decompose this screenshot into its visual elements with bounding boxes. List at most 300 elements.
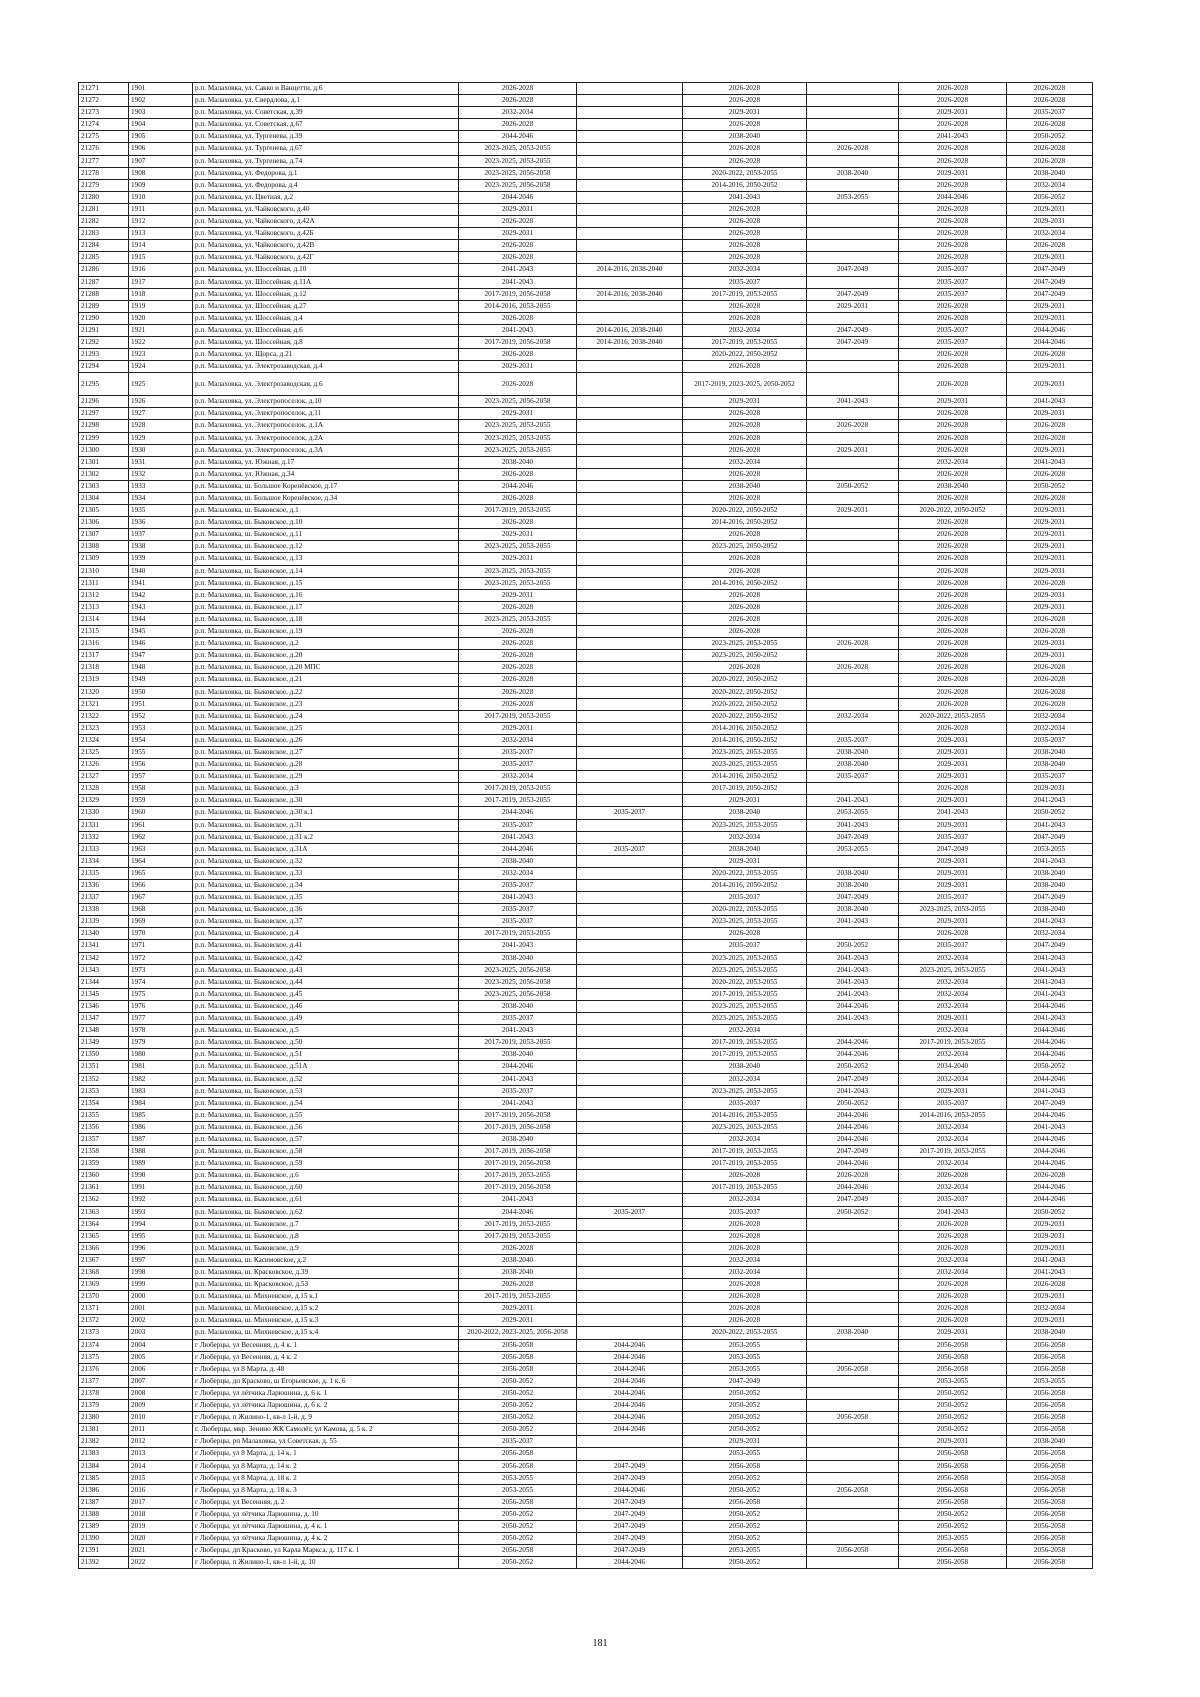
address-cell: р.п. Малаховка, ш. Быковское, д.6 [193, 1170, 459, 1182]
row-number: 21310 [79, 565, 129, 577]
period-cell-4: 2047-2049 [807, 288, 899, 300]
period-cell-6: 2041-2043 [1007, 1085, 1093, 1097]
period-cell-3: 2032-2034 [683, 264, 807, 276]
period-cell-5: 2038-2040 [899, 480, 1007, 492]
period-cell-6: 2035-2037 [1007, 771, 1093, 783]
period-cell-4: 2038-2040 [807, 746, 899, 758]
period-cell-2 [577, 191, 683, 203]
period-cell-2 [577, 361, 683, 373]
period-cell-5: 2032-2034 [899, 1267, 1007, 1279]
address-cell: р.п. Малаховка, ш. Красковское, д.39 [193, 1267, 459, 1279]
period-cell-1: 2029-2031 [459, 203, 577, 215]
period-cell-3: 2017-2019, 2053-2055 [683, 1037, 807, 1049]
period-cell-6: 2041-2043 [1007, 819, 1093, 831]
period-cell-2 [577, 867, 683, 879]
address-cell: р.п. Малаховка, ш. Красковское, д.53 [193, 1279, 459, 1291]
row-number: 21383 [79, 1448, 129, 1460]
building-id: 1950 [129, 686, 193, 698]
period-cell-6: 2056-2052 [1007, 191, 1093, 203]
period-cell-6: 2041-2043 [1007, 1267, 1093, 1279]
period-cell-6: 2038-2040 [1007, 167, 1093, 179]
period-cell-6: 2029-2031 [1007, 783, 1093, 795]
period-cell-6: 2029-2031 [1007, 408, 1093, 420]
period-cell-1: 2035-2037 [459, 746, 577, 758]
period-cell-2 [577, 964, 683, 976]
period-cell-5: 2035-2037 [899, 264, 1007, 276]
period-cell-6: 2026-2028 [1007, 240, 1093, 252]
period-cell-6: 2032-2034 [1007, 722, 1093, 734]
building-id: 1936 [129, 517, 193, 529]
period-cell-1: 2038-2040 [459, 456, 577, 468]
period-cell-6: 2050-2052 [1007, 1061, 1093, 1073]
period-cell-5: 2032-2034 [899, 988, 1007, 1000]
row-number: 21349 [79, 1037, 129, 1049]
period-cell-6: 2026-2028 [1007, 119, 1093, 131]
period-cell-5: 2026-2028 [899, 361, 1007, 373]
period-cell-6: 2044-2046 [1007, 1158, 1093, 1170]
building-id: 1927 [129, 408, 193, 420]
period-cell-6: 2047-2049 [1007, 940, 1093, 952]
period-cell-4 [807, 468, 899, 480]
period-cell-4: 2026-2028 [807, 662, 899, 674]
period-cell-6: 2044-2046 [1007, 1182, 1093, 1194]
period-cell-6: 2029-2031 [1007, 650, 1093, 662]
row-number: 21297 [79, 408, 129, 420]
period-cell-4: 2029-2031 [807, 444, 899, 456]
row-number: 21390 [79, 1533, 129, 1545]
period-cell-2 [577, 1267, 683, 1279]
period-cell-1: 2026-2028 [459, 1279, 577, 1291]
period-cell-5: 2029-2031 [899, 771, 1007, 783]
row-number: 21324 [79, 734, 129, 746]
building-id: 1972 [129, 952, 193, 964]
period-cell-2 [577, 795, 683, 807]
period-cell-4 [807, 252, 899, 264]
building-id: 2020 [129, 1533, 193, 1545]
table-row [79, 577, 1093, 589]
table-row [79, 1412, 1093, 1424]
period-cell-4: 2035-2037 [807, 771, 899, 783]
address-cell: р.п. Малаховка, ш. Быковское, д.35 [193, 892, 459, 904]
address-cell: р.п. Малаховка, ш. Быковское, д.9 [193, 1242, 459, 1254]
period-cell-4: 2047-2049 [807, 1073, 899, 1085]
period-cell-4 [807, 1291, 899, 1303]
period-cell-1: 2053-2055 [459, 1472, 577, 1484]
period-cell-3: 2029-2031 [683, 795, 807, 807]
period-cell-5: 2029-2031 [899, 1085, 1007, 1097]
period-cell-6: 2026-2028 [1007, 349, 1093, 361]
row-number: 21308 [79, 541, 129, 553]
building-id: 2004 [129, 1339, 193, 1351]
row-number: 21283 [79, 228, 129, 240]
period-cell-4 [807, 1339, 899, 1351]
period-cell-6: 2056-2058 [1007, 1484, 1093, 1496]
building-id: 1906 [129, 143, 193, 155]
period-cell-4 [807, 650, 899, 662]
table-row [79, 964, 1093, 976]
period-cell-2 [577, 95, 683, 107]
period-cell-2: 2047-2049 [577, 1520, 683, 1532]
period-cell-2 [577, 1013, 683, 1025]
period-cell-4 [807, 155, 899, 167]
period-cell-2 [577, 143, 683, 155]
period-cell-4 [807, 674, 899, 686]
address-cell: р.п. Малаховка, ул. Свердлова, д.1 [193, 95, 459, 107]
period-cell-4 [807, 686, 899, 698]
building-id: 1947 [129, 650, 193, 662]
building-id: 2018 [129, 1508, 193, 1520]
period-cell-2 [577, 493, 683, 505]
period-cell-3: 2023-2025, 2050-2052 [683, 650, 807, 662]
table-row [79, 1484, 1093, 1496]
period-cell-5: 2026-2028 [899, 349, 1007, 361]
period-cell-6: 2032-2034 [1007, 928, 1093, 940]
row-number: 21354 [79, 1097, 129, 1109]
period-cell-4: 2026-2028 [807, 143, 899, 155]
period-cell-3: 2017-2019, 2053-2055 [683, 1182, 807, 1194]
period-cell-4 [807, 698, 899, 710]
address-cell: р.п. Малаховка, ш. Быковское, д.31 к.2 [193, 831, 459, 843]
period-cell-1: 2017-2019, 2053-2055 [459, 1218, 577, 1230]
period-cell-4: 2038-2040 [807, 904, 899, 916]
period-cell-5: 2056-2058 [899, 1363, 1007, 1375]
table-row [79, 892, 1093, 904]
period-cell-2 [577, 1121, 683, 1133]
table-row [79, 1013, 1093, 1025]
period-cell-3: 2026-2028 [683, 143, 807, 155]
table-row [79, 300, 1093, 312]
period-cell-1: 2029-2031 [459, 408, 577, 420]
period-cell-3: 2026-2028 [683, 601, 807, 613]
period-cell-2: 2044-2046 [577, 1400, 683, 1412]
address-cell: г Люберцы, ул лётчика Ларюшина, д. 6 к. 2 [193, 1400, 459, 1412]
period-cell-1: 2056-2058 [459, 1496, 577, 1508]
period-cell-4 [807, 565, 899, 577]
building-id: 1935 [129, 505, 193, 517]
period-cell-1: 2035-2037 [459, 904, 577, 916]
period-cell-1: 2041-2043 [459, 1194, 577, 1206]
row-number: 21290 [79, 312, 129, 324]
table-row [79, 373, 1093, 396]
period-cell-6: 2038-2040 [1007, 1436, 1093, 1448]
address-cell: г Люберцы, ул лётчика Ларюшина, д. 4 к. 1 [193, 1520, 459, 1532]
period-cell-5: 2026-2028 [899, 517, 1007, 529]
period-cell-5: 2017-2019, 2053-2055 [899, 1037, 1007, 1049]
period-cell-1: 2050-2052 [459, 1533, 577, 1545]
period-cell-5: 2041-2043 [899, 1206, 1007, 1218]
building-id: 2007 [129, 1375, 193, 1387]
period-cell-4 [807, 432, 899, 444]
period-cell-4 [807, 361, 899, 373]
period-cell-3: 2032-2034 [683, 1194, 807, 1206]
building-id: 1902 [129, 95, 193, 107]
address-cell: р.п. Малаховка, ш. Быковское, д.17 [193, 601, 459, 613]
period-cell-3: 2026-2028 [683, 361, 807, 373]
period-cell-4: 2038-2040 [807, 867, 899, 879]
period-cell-4: 2032-2034 [807, 710, 899, 722]
table-row [79, 1254, 1093, 1266]
period-cell-3: 2038-2040 [683, 807, 807, 819]
address-cell: р.п. Малаховка, ш. Быковское, д.4 [193, 928, 459, 940]
period-cell-5: 2026-2028 [899, 216, 1007, 228]
building-id: 1999 [129, 1279, 193, 1291]
period-cell-3: 2026-2028 [683, 626, 807, 638]
period-cell-3: 2020-2022, 2053-2055 [683, 1327, 807, 1339]
row-number: 21287 [79, 276, 129, 288]
period-cell-4: 2038-2040 [807, 167, 899, 179]
period-cell-5: 2053-2055 [899, 1533, 1007, 1545]
period-cell-4 [807, 456, 899, 468]
period-cell-4: 2050-2052 [807, 940, 899, 952]
address-cell: р.п. Малаховка, ш. Быковское, д.22 [193, 686, 459, 698]
period-cell-1: 2044-2046 [459, 843, 577, 855]
period-cell-2 [577, 988, 683, 1000]
address-cell: р.п. Малаховка, ш. Быковское, д.10 [193, 517, 459, 529]
address-cell: р.п. Малаховка, ш. Быковское, д.41 [193, 940, 459, 952]
table-row [79, 1400, 1093, 1412]
period-cell-3: 2050-2052 [683, 1387, 807, 1399]
period-cell-1: 2017-2019, 2056-2058 [459, 1146, 577, 1158]
table-row [79, 119, 1093, 131]
building-id: 1994 [129, 1218, 193, 1230]
building-id: 1945 [129, 626, 193, 638]
period-cell-4: 2047-2049 [807, 324, 899, 336]
row-number: 21304 [79, 493, 129, 505]
period-cell-1: 2023-2025, 2053-2055 [459, 541, 577, 553]
address-cell: р.п. Малаховка, ул. Чайковского, д.42А [193, 216, 459, 228]
table-row [79, 1520, 1093, 1532]
period-cell-1: 2023-2025, 2056-2058 [459, 179, 577, 191]
period-cell-5: 2032-2034 [899, 1121, 1007, 1133]
period-cell-3: 2041-2043 [683, 191, 807, 203]
table-row [79, 191, 1093, 203]
period-cell-5: 2026-2028 [899, 674, 1007, 686]
row-number: 21388 [79, 1508, 129, 1520]
period-cell-5: 2029-2031 [899, 1436, 1007, 1448]
period-cell-1: 2017-2019, 2053-2055 [459, 1170, 577, 1182]
period-cell-2: 2047-2049 [577, 1496, 683, 1508]
period-cell-5: 2026-2028 [899, 155, 1007, 167]
table-row [79, 662, 1093, 674]
period-cell-2 [577, 228, 683, 240]
period-cell-3: 2026-2028 [683, 553, 807, 565]
period-cell-4: 2047-2049 [807, 892, 899, 904]
period-cell-5: 2026-2028 [899, 432, 1007, 444]
building-id: 1919 [129, 300, 193, 312]
row-number: 21314 [79, 613, 129, 625]
table-row [79, 1327, 1093, 1339]
period-cell-1: 2026-2028 [459, 638, 577, 650]
period-cell-5: 2026-2028 [899, 553, 1007, 565]
period-cell-4 [807, 1557, 899, 1569]
address-cell: р.п. Малаховка, ш. Быковское, д.44 [193, 976, 459, 988]
period-cell-3: 2026-2028 [683, 565, 807, 577]
period-cell-2: 2044-2046 [577, 1375, 683, 1387]
address-cell: р.п. Малаховка, ш. Быковское, д.12 [193, 541, 459, 553]
address-cell: р.п. Малаховка, ул. Тургенева, д.74 [193, 155, 459, 167]
table-row [79, 734, 1093, 746]
period-cell-5: 2020-2022, 2050-2052 [899, 505, 1007, 517]
period-cell-4: 2047-2049 [807, 336, 899, 348]
building-id: 1925 [129, 373, 193, 396]
row-number: 21321 [79, 698, 129, 710]
period-cell-2 [577, 456, 683, 468]
period-cell-4: 2041-2043 [807, 976, 899, 988]
address-cell: р.п. Малаховка, ш. Быковское, д.27 [193, 746, 459, 758]
building-id: 1965 [129, 867, 193, 879]
building-id: 1915 [129, 252, 193, 264]
period-cell-3: 2053-2055 [683, 1545, 807, 1557]
period-cell-5: 2026-2028 [899, 83, 1007, 95]
table-row [79, 1496, 1093, 1508]
period-cell-4 [807, 1448, 899, 1460]
row-number: 21294 [79, 361, 129, 373]
row-number: 21377 [79, 1375, 129, 1387]
address-cell: г. Люберцы, мкр. Зенино ЖК Самолёт, ул Камова, д. 5 к. 2 [193, 1424, 459, 1436]
period-cell-1: 2029-2031 [459, 1303, 577, 1315]
period-cell-6: 2035-2037 [1007, 107, 1093, 119]
address-cell: р.п. Малаховка, ш. Быковское, д.25 [193, 722, 459, 734]
table-row [79, 771, 1093, 783]
building-id: 2010 [129, 1412, 193, 1424]
row-number: 21340 [79, 928, 129, 940]
period-cell-3: 2038-2040 [683, 131, 807, 143]
row-number: 21274 [79, 119, 129, 131]
period-cell-6: 2041-2043 [1007, 855, 1093, 867]
period-cell-2: 2044-2046 [577, 1557, 683, 1569]
period-cell-3: 2023-2025, 2053-2055 [683, 1013, 807, 1025]
address-cell: р.п. Малаховка, ш. Быковское, д.3 [193, 783, 459, 795]
register-sheet [78, 82, 1092, 1569]
building-id: 1979 [129, 1037, 193, 1049]
period-cell-4 [807, 1242, 899, 1254]
building-id: 1921 [129, 324, 193, 336]
period-cell-1: 2023-2025, 2053-2055 [459, 420, 577, 432]
period-cell-1: 2056-2058 [459, 1460, 577, 1472]
period-cell-5: 2026-2028 [899, 1279, 1007, 1291]
period-cell-4 [807, 240, 899, 252]
period-cell-5: 2056-2058 [899, 1496, 1007, 1508]
row-number: 21352 [79, 1073, 129, 1085]
table-row [79, 312, 1093, 324]
period-cell-1: 2029-2031 [459, 529, 577, 541]
period-cell-3: 2035-2037 [683, 276, 807, 288]
period-cell-5: 2053-2055 [899, 1375, 1007, 1387]
row-number: 21281 [79, 203, 129, 215]
period-cell-4 [807, 1387, 899, 1399]
period-cell-4: 2044-2046 [807, 1037, 899, 1049]
period-cell-4: 2044-2046 [807, 1182, 899, 1194]
period-cell-1: 2017-2019, 2056-2058 [459, 1182, 577, 1194]
table-row [79, 698, 1093, 710]
table-row [79, 1230, 1093, 1242]
table-row [79, 216, 1093, 228]
row-number: 21375 [79, 1351, 129, 1363]
row-number: 21282 [79, 216, 129, 228]
building-id: 1974 [129, 976, 193, 988]
building-id: 2009 [129, 1400, 193, 1412]
building-id: 1977 [129, 1013, 193, 1025]
period-cell-5: 2035-2037 [899, 892, 1007, 904]
period-cell-2 [577, 83, 683, 95]
address-cell: р.п. Малаховка, ул. Федорова, д.1 [193, 167, 459, 179]
period-cell-6: 2044-2046 [1007, 1025, 1093, 1037]
address-cell: р.п. Малаховка, ш. Быковское, д.36 [193, 904, 459, 916]
period-cell-4: 2050-2052 [807, 480, 899, 492]
table-row [79, 928, 1093, 940]
building-id: 1908 [129, 167, 193, 179]
building-id: 1975 [129, 988, 193, 1000]
period-cell-4 [807, 613, 899, 625]
row-number: 21284 [79, 240, 129, 252]
period-cell-6: 2047-2049 [1007, 264, 1093, 276]
period-cell-2 [577, 1000, 683, 1012]
address-cell: г Люберцы, ул 8 Марта, д. 48 [193, 1363, 459, 1375]
period-cell-5: 2050-2052 [899, 1400, 1007, 1412]
table-row [79, 1037, 1093, 1049]
period-cell-3: 2014-2016, 2053-2055 [683, 1109, 807, 1121]
period-cell-4: 2050-2052 [807, 1097, 899, 1109]
period-cell-5: 2026-2028 [899, 373, 1007, 396]
building-id: 1922 [129, 336, 193, 348]
table-row [79, 1363, 1093, 1375]
period-cell-2 [577, 131, 683, 143]
period-cell-5: 2023-2025, 2053-2055 [899, 964, 1007, 976]
row-number: 21384 [79, 1460, 129, 1472]
table-row [79, 1097, 1093, 1109]
period-cell-3: 2053-2055 [683, 1448, 807, 1460]
period-cell-5: 2032-2034 [899, 1000, 1007, 1012]
building-id: 1933 [129, 480, 193, 492]
period-cell-6: 2056-2058 [1007, 1533, 1093, 1545]
period-cell-6: 2026-2028 [1007, 626, 1093, 638]
period-cell-4 [807, 1496, 899, 1508]
table-row [79, 1315, 1093, 1327]
address-cell: р.п. Малаховка, ш. Быковское, д.32 [193, 855, 459, 867]
building-id: 1911 [129, 203, 193, 215]
period-cell-5: 2026-2028 [899, 119, 1007, 131]
period-cell-3: 2038-2040 [683, 480, 807, 492]
period-cell-6: 2032-2034 [1007, 228, 1093, 240]
address-cell: р.п. Малаховка, ул. Советская, д.39 [193, 107, 459, 119]
period-cell-5: 2056-2058 [899, 1460, 1007, 1472]
period-cell-5: 2026-2028 [899, 408, 1007, 420]
period-cell-2: 2044-2046 [577, 1484, 683, 1496]
period-cell-5: 2026-2028 [899, 252, 1007, 264]
period-cell-1: 2017-2019, 2053-2055 [459, 783, 577, 795]
row-number: 21289 [79, 300, 129, 312]
period-cell-5: 2032-2034 [899, 976, 1007, 988]
period-cell-2: 2047-2049 [577, 1472, 683, 1484]
address-cell: р.п. Малаховка, ш. Быковское, д.61 [193, 1194, 459, 1206]
period-cell-6: 2044-2046 [1007, 336, 1093, 348]
building-id: 2003 [129, 1327, 193, 1339]
period-cell-5: 2026-2028 [899, 312, 1007, 324]
period-cell-3: 2020-2022, 2053-2055 [683, 167, 807, 179]
period-cell-2 [577, 940, 683, 952]
period-cell-3: 2050-2052 [683, 1484, 807, 1496]
period-cell-4: 2038-2040 [807, 880, 899, 892]
address-cell: р.п. Малаховка, ул. Шоссейная, д.11А [193, 276, 459, 288]
building-id: 1956 [129, 759, 193, 771]
building-id: 1904 [129, 119, 193, 131]
period-cell-6: 2038-2040 [1007, 1327, 1093, 1339]
period-cell-4 [807, 855, 899, 867]
period-cell-3: 2050-2052 [683, 1520, 807, 1532]
period-cell-2 [577, 1170, 683, 1182]
period-cell-1: 2026-2028 [459, 252, 577, 264]
building-id: 1990 [129, 1170, 193, 1182]
